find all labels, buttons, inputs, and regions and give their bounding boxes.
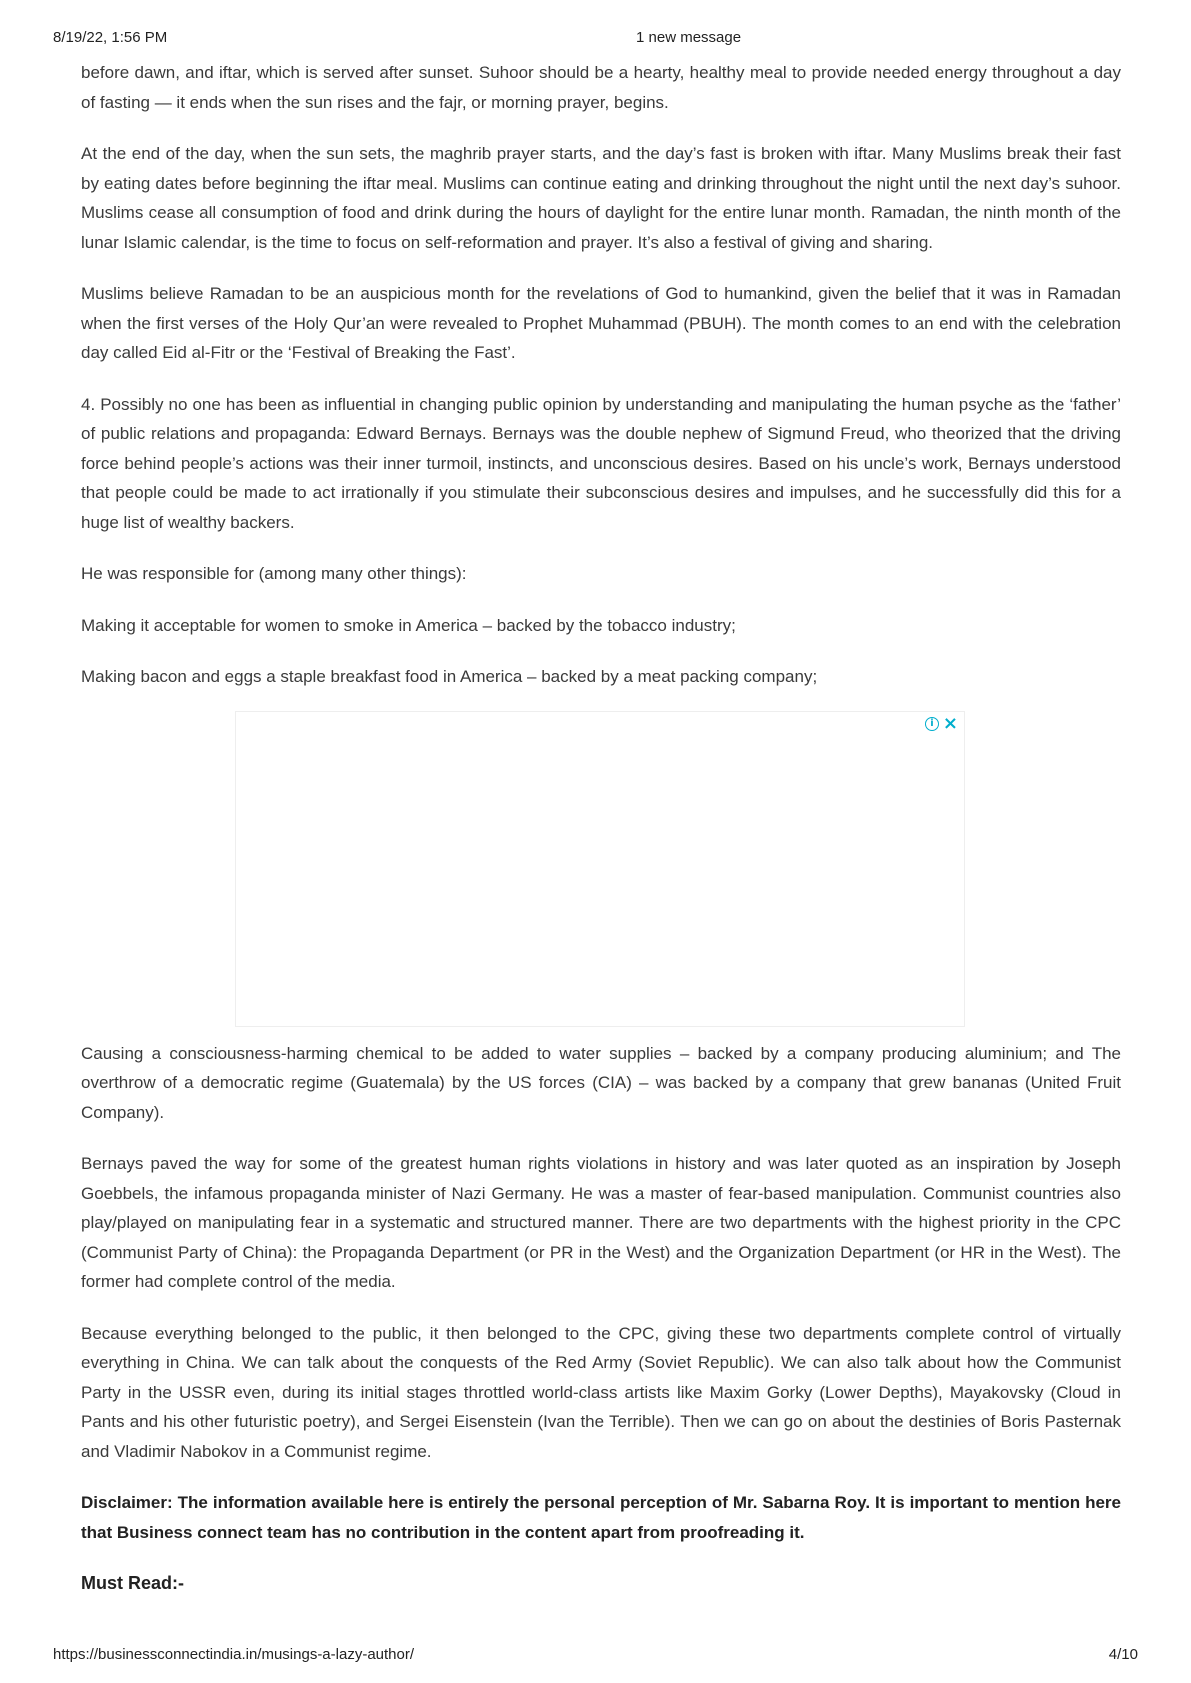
disclaimer: Disclaimer: The information available here is entirely the personal perception of Mr. Sabarna Roy. It is important to mention here that Business connect team has no contribution in the content apart from proofreading it. bbox=[81, 1493, 1121, 1542]
print-page-number: 4/10 bbox=[1108, 1646, 1138, 1663]
paragraph-cpc-control: Because everything belonged to the public, it then belonged to the CPC, giving these two departments complete control of virtually everything in China. We can talk about the conquests of the Red Army (Soviet Republic). We can also talk about how the Communist Party in the USSR even, during its initial stages throttled world-class artists like Maxim Gorky (Lower Depths), Mayakovsky (Cloud in Pants and his other futuristic poetry), and Sergei Eisenstein (Ivan the Terrible). Then we can go on about the destinies of Boris Pasternak and Vladimir Nabokov in a Communist regime. bbox=[81, 1323, 1121, 1461]
ad-controls bbox=[925, 712, 958, 734]
paragraph-human-rights: Bernays paved the way for some of the greatest human rights violations in history and was later quoted as an inspiration by Joseph Goebbels, the infamous propaganda minister of Nazi Germany. He was a master of fear-based manipulation. Communist countries also play/played on manipulating fear in a systematic and structured manner. There are two departments with the highest priority in the CPC (Communist Party of China): the Propaganda Department (or PR in the West) and the Organization Department (or HR in the West). The former had complete control of the media. bbox=[81, 1154, 1121, 1291]
print-datetime: 8/19/22, 1:56 PM bbox=[53, 29, 168, 46]
print-page-title: 1 new message bbox=[636, 29, 742, 46]
close-icon[interactable]: × bbox=[942, 712, 958, 734]
paragraph-bernays: 4. Possibly no one has been as influential in changing public opinion by understanding and manipulating the human psyche as the ‘father’ of public relations and propaganda: Edward Bernays. Bernays was the double nephew of Sigmund Freud, who theorized that the driving force behind people’s actions was their inner turmoil, instincts, and unconscious desires. Based on his uncle’s work, Bernays understood that people could be made to act irrationally if you stimulate their subconscious desires and impulses, and he successfully did this for a huge list of wealthy backers. bbox=[81, 394, 1121, 532]
paragraph-suhoor: before dawn, and iftar, which is served after sunset. Suhoor should be a hearty, healthy meal to provide needed energy throughout a day of fasting — it ends when the sun rises and the fajr, or morning prayer, begins. bbox=[81, 63, 1121, 112]
article-body bbox=[81, 58, 1121, 1599]
paragraph-bacon-eggs: Making bacon and eggs a staple breakfast food in America – backed by a meat packing company; bbox=[81, 667, 818, 686]
info-icon[interactable]: i bbox=[925, 717, 939, 731]
paragraph-ramadan-revelation: Muslims believe Ramadan to be an auspicious month for the revelations of God to humankind, given the belief that it was in Ramadan when the first verses of the Holy Qur’an were revealed to Prophet Muhammad (PBUH). The month comes to an end with the celebration day called Eid al-Fitr or the ‘Festival of Breaking the Fast’. bbox=[81, 284, 1121, 362]
must-read-heading: Must Read:- bbox=[81, 1573, 184, 1593]
print-url: https://businessconnectindia.in/musings-a-lazy-author/ bbox=[53, 1646, 415, 1663]
print-footer bbox=[53, 1646, 1138, 1666]
advertisement-slot[interactable] bbox=[235, 711, 965, 1027]
paragraph-iftar: At the end of the day, when the sun sets, the maghrib prayer starts, and the day’s fast is broken with iftar. Many Muslims break their fast by eating dates before beginning the iftar meal. Muslims can continue eating and drinking throughout the night until the next day’s suhoor. Muslims cease all consumption of food and drink during the hours of daylight for the entire lunar month. Ramadan, the ninth month of the lunar Islamic calendar, is the time to focus on self-reformation and prayer. It’s also a festival of giving and sharing. bbox=[81, 144, 1121, 252]
paragraph-women-smoke: Making it acceptable for women to smoke in America – backed by the tobacco industry; bbox=[81, 615, 736, 635]
paragraph-responsible-for: He was responsible for (among many other things): bbox=[81, 564, 467, 583]
paragraph-water-supplies: Causing a consciousness-harming chemical to be added to water supplies – backed by a company producing aluminium; and The overthrow of a democratic regime (Guatemala) by the US forces (CIA) – was backed by a company that grew bananas (United Fruit Company). bbox=[81, 1043, 1121, 1122]
print-header bbox=[53, 29, 1138, 49]
